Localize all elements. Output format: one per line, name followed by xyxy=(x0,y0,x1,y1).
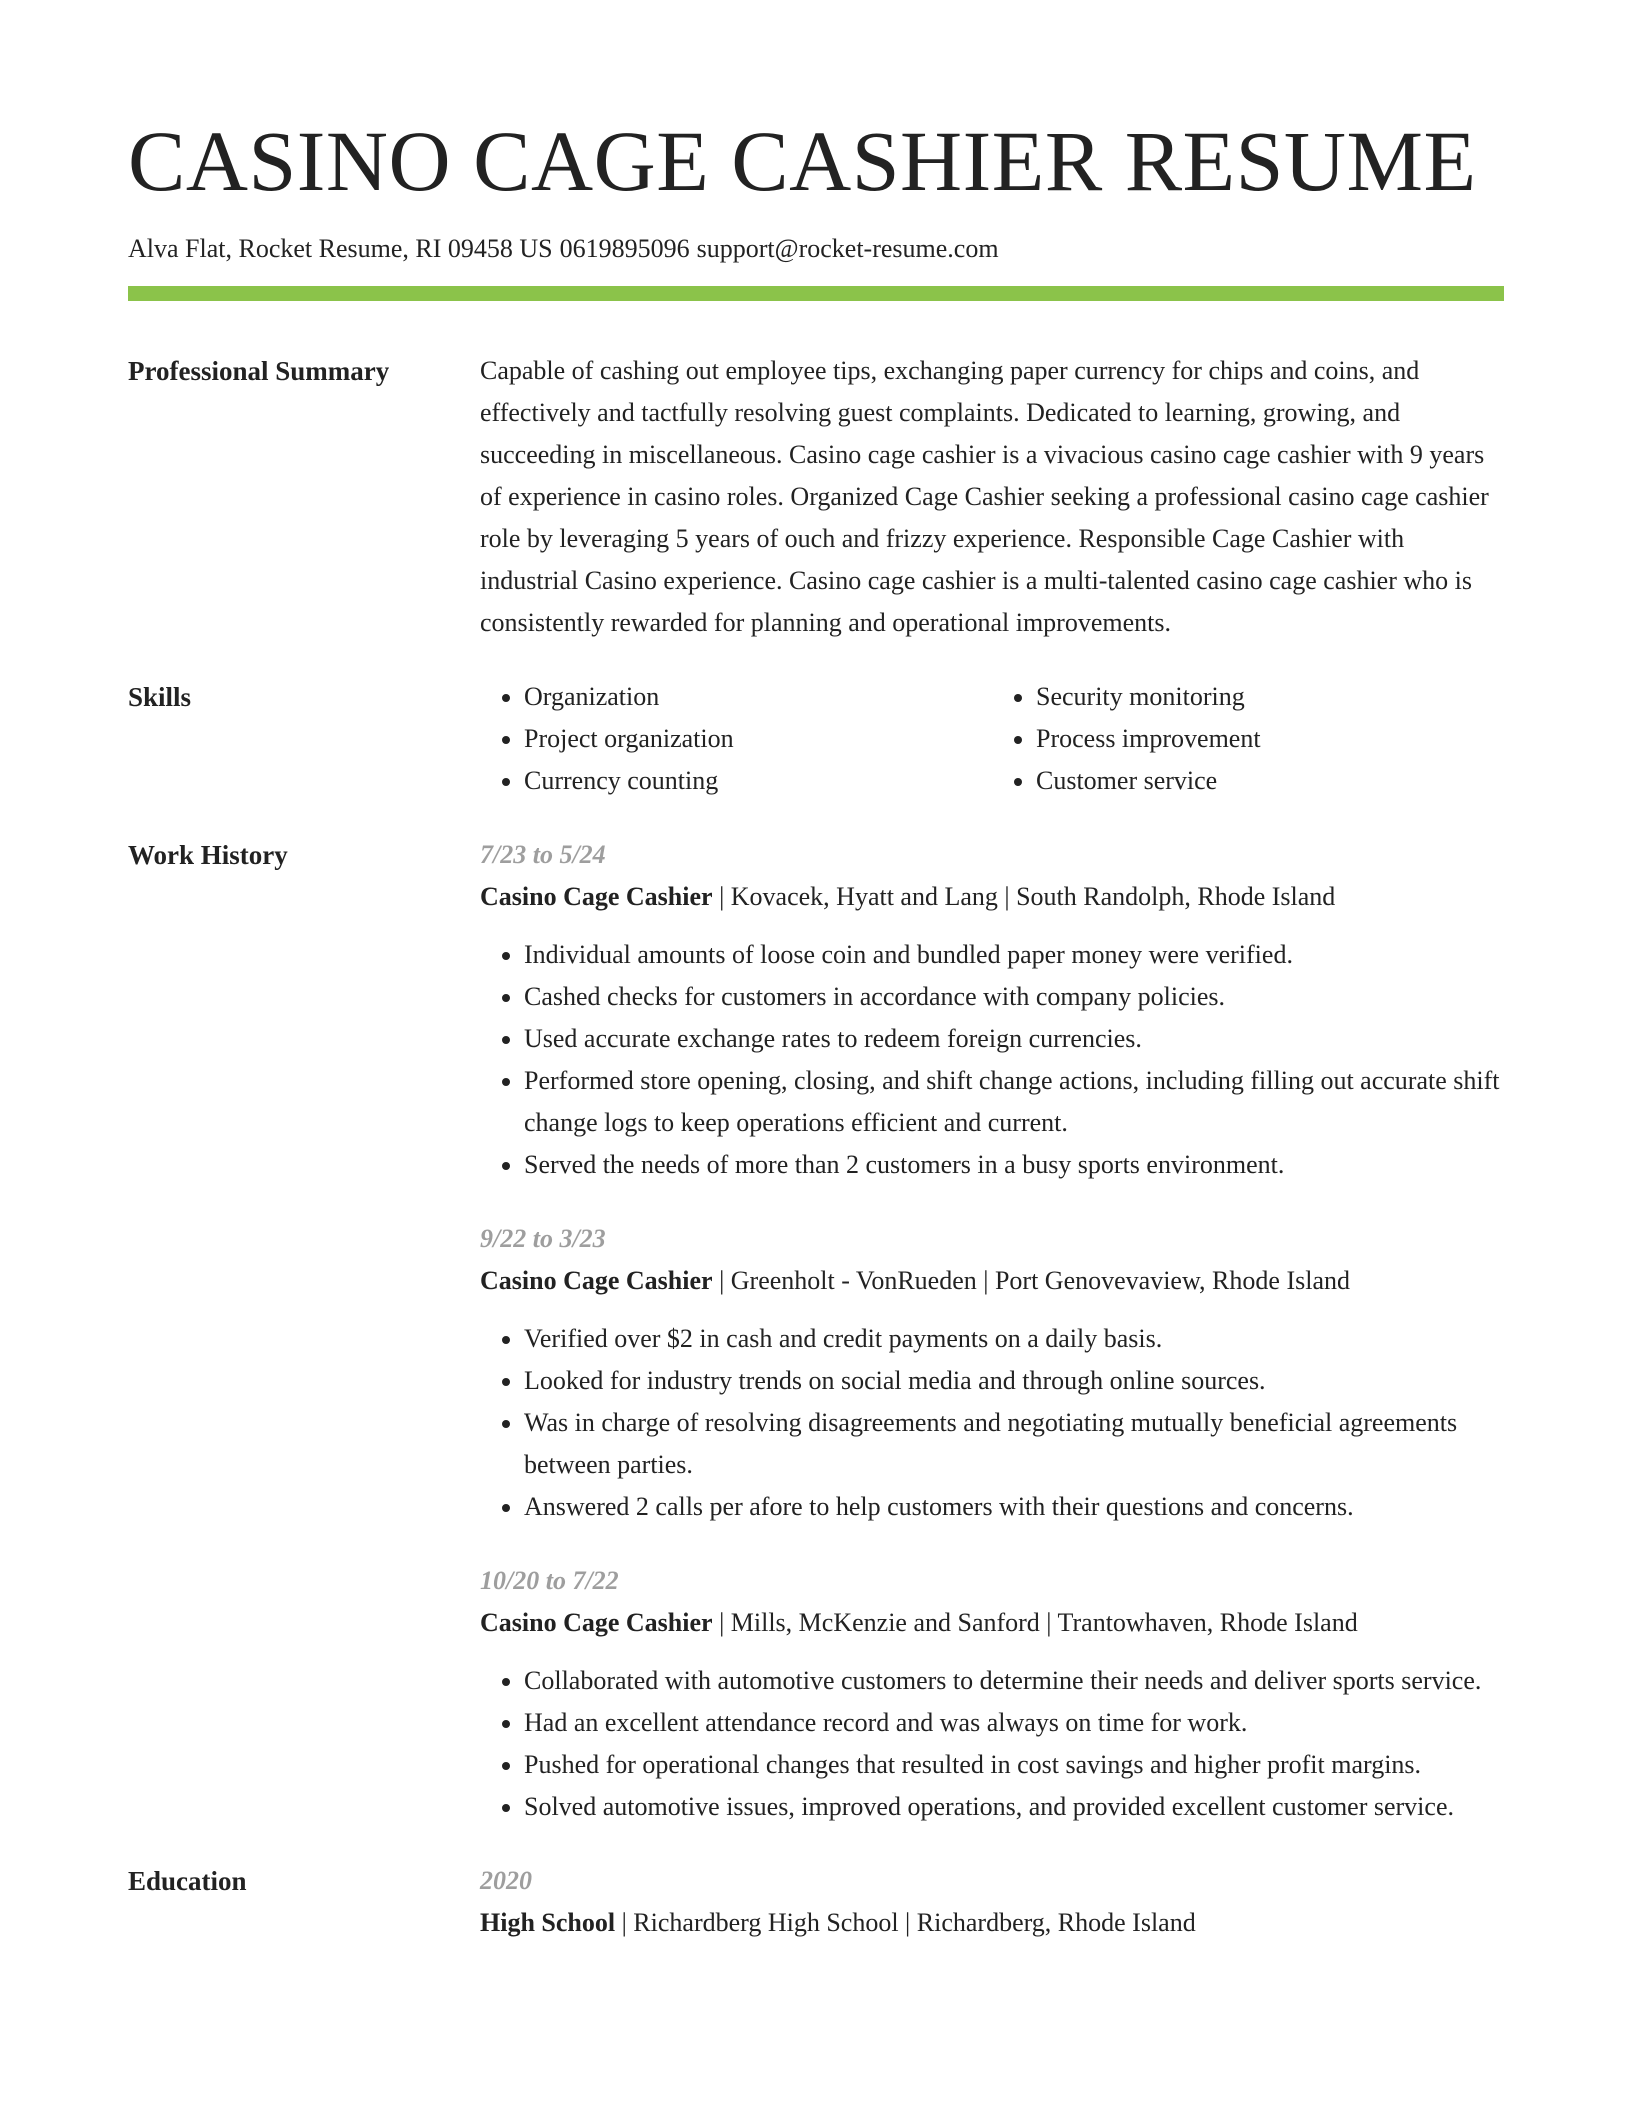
job-role-line xyxy=(480,1260,1504,1302)
skill-item: • Currency counting xyxy=(524,760,992,802)
skill-item: • Security monitoring xyxy=(1036,676,1504,718)
job-bullet: • Served the needs of more than 2 customers in a busy sports environment. xyxy=(524,1144,1504,1186)
skills-list-left xyxy=(480,676,992,802)
contact-phone: 0619895096 xyxy=(559,234,690,263)
summary-section xyxy=(128,350,1504,644)
skills-heading: Skills xyxy=(128,682,192,712)
job-bullet: • Answered 2 calls per afore to help customers with their questions and concerns. xyxy=(524,1486,1504,1528)
job-dates: 10/20 to 7/22 xyxy=(480,1566,619,1595)
job-dates: 7/23 to 5/24 xyxy=(480,840,606,869)
work-history-heading: Work History xyxy=(128,840,288,870)
education-line xyxy=(480,1902,1504,1944)
skill-item: • Project organization xyxy=(524,718,992,760)
skills-list-right xyxy=(992,676,1504,802)
work-history-section xyxy=(128,834,1504,1828)
summary-text: Capable of cashing out employee tips, exchanging paper currency for chips and coins, and effectively and tactfully resolving guest complaints. Dedicated to learning, growing, and succeeding in miscellaneous. Casino cage cashier is a vivacious casino cage cashier with 9 years of experience in casino roles. Organized Cage Cashier seeking a professional casino cage cashier role by leveraging 5 years of ouch and frizzy experience. Responsible Cage Cashier with industrial Casino experience. Casino cage cashier is a multi-talented casino cage cashier who is consistently rewarded for planning and operational improvements. xyxy=(480,356,1489,637)
contact-line xyxy=(128,232,999,266)
job-bullet: • Performed store opening, closing, and shift change actions, including filling out accurate shift change logs to keep operations efficient and current. xyxy=(524,1060,1504,1144)
education-heading: Education xyxy=(128,1866,247,1896)
education-details: | Richardberg High School | Richardberg, Rhode Island xyxy=(615,1908,1196,1937)
skill-item: • Customer service xyxy=(1036,760,1504,802)
job-bullet: • Cashed checks for customers in accordance with company policies. xyxy=(524,976,1504,1018)
contact-email: support@rocket-resume.com xyxy=(696,234,999,263)
job-role-line xyxy=(480,1602,1504,1644)
job-details: | Kovacek, Hyatt and Lang | South Randolph, Rhode Island xyxy=(712,882,1336,911)
job-entry xyxy=(480,1218,1504,1528)
job-entry xyxy=(480,834,1504,1186)
job-bullet: • Looked for industry trends on social media and through online sources. xyxy=(524,1360,1504,1402)
summary-heading: Professional Summary xyxy=(128,356,390,386)
job-title: Casino Cage Cashier xyxy=(480,1266,713,1295)
skills-section xyxy=(128,676,1504,802)
header-divider xyxy=(128,286,1504,301)
job-bullet: • Used accurate exchange rates to redeem foreign currencies. xyxy=(524,1018,1504,1060)
resume-sections xyxy=(128,350,1504,1976)
skill-item: • Organization xyxy=(524,676,992,718)
job-bullet: • Collaborated with automotive customers to determine their needs and deliver sports service. xyxy=(524,1660,1504,1702)
skill-item: • Process improvement xyxy=(1036,718,1504,760)
job-role-line xyxy=(480,876,1504,918)
job-bullet: • Had an excellent attendance record and was always on time for work. xyxy=(524,1702,1504,1744)
job-bullets xyxy=(480,1318,1504,1528)
job-bullet: • Pushed for operational changes that resulted in cost savings and higher profit margins. xyxy=(524,1744,1504,1786)
job-bullets xyxy=(480,1660,1504,1828)
job-bullet: • Individual amounts of loose coin and bundled paper money were verified. xyxy=(524,934,1504,976)
education-degree: High School xyxy=(480,1908,616,1937)
job-dates: 9/22 to 3/23 xyxy=(480,1224,606,1253)
education-year: 2020 xyxy=(480,1866,532,1895)
job-bullets xyxy=(480,934,1504,1186)
job-bullet: • Was in charge of resolving disagreements and negotiating mutually beneficial agreements between parties. xyxy=(524,1402,1504,1486)
job-bullet: • Solved automotive issues, improved operations, and provided excellent customer service. xyxy=(524,1786,1504,1828)
job-details: | Greenholt - VonRueden | Port Genovevaview, Rhode Island xyxy=(712,1266,1350,1295)
job-bullet: • Verified over $2 in cash and credit payments on a daily basis. xyxy=(524,1318,1504,1360)
resume-title: CASINO CAGE CASHIER RESUME xyxy=(128,113,1477,209)
job-title: Casino Cage Cashier xyxy=(480,1608,713,1637)
contact-address: Alva Flat, Rocket Resume, RI 09458 US xyxy=(128,234,553,263)
job-details: | Mills, McKenzie and Sanford | Trantowhaven, Rhode Island xyxy=(712,1608,1358,1637)
job-entry xyxy=(480,1560,1504,1828)
education-section xyxy=(128,1860,1504,1944)
job-title: Casino Cage Cashier xyxy=(480,882,713,911)
